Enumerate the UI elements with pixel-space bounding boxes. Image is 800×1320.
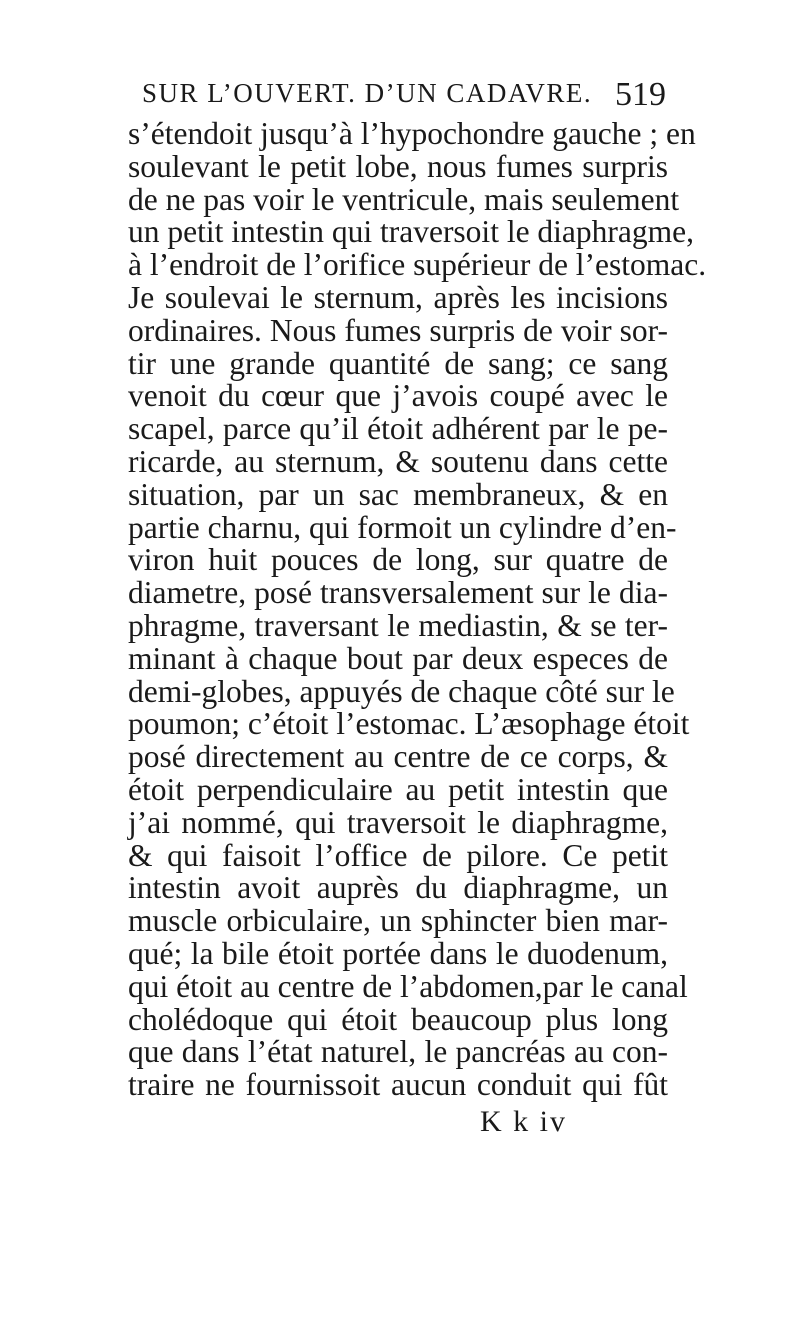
text-line: Je soulevai le sternum, après les incisions	[128, 279, 668, 315]
page-number: 519	[615, 76, 666, 113]
text-line: minant à chaque bout par deux especes de	[128, 640, 668, 676]
text-line: scapel, parce qu’il étoit adhérent par le pe-	[128, 411, 668, 447]
signature-mark: K k iv	[480, 1105, 567, 1138]
text-line: posé directement au centre de ce corps, &	[128, 739, 668, 775]
body-text	[128, 116, 707, 1103]
text-line: j’ai nommé, qui traversoit le diaphragme,	[128, 804, 668, 840]
text-line: muscle orbiculaire, un sphincter bien mar-	[128, 903, 668, 939]
text-line: qui étoit au centre de l’abdomen,par le canal	[128, 968, 688, 1004]
running-head-title: SUR L’OUVERT. D’UN CADAVRE.	[142, 78, 593, 108]
text-line: demi-globes, appuyés de chaque côté sur le	[128, 673, 675, 709]
text-line: viron huit pouces de long, sur quatre de	[128, 542, 668, 578]
text-line: à l’endroit de l’orifice supérieur de l’estomac.	[128, 247, 707, 283]
text-line: s’étendoit jusqu’à l’hypochondre gauche ; en	[128, 116, 696, 151]
text-line: que dans l’état naturel, le pancréas au con-	[128, 1034, 668, 1070]
text-line: phragme, traversant le mediastin, & se ter-	[128, 607, 668, 643]
text-line: un petit intestin qui traversoit le diaphragme,	[128, 214, 694, 250]
text-line: situation, par un sac membraneux, & en	[128, 476, 668, 512]
text-line: ordinaires. Nous fumes surpris de voir sor-	[128, 312, 668, 348]
text-line: ricarde, au sternum, & soutenu dans cette	[128, 443, 668, 479]
text-line: partie charnu, qui formoit un cylindre d’en-	[128, 509, 677, 545]
text-line: & qui faisoit l’office de pilore. Ce petit	[128, 837, 668, 873]
text-line: poumon; c’étoit l’estomac. L’æsophage étoit	[128, 706, 690, 742]
text-line: de ne pas voir le ventricule, mais seulement	[128, 181, 680, 217]
text-line: étoit perpendiculaire au petit intestin que	[128, 771, 668, 807]
text-line: cholédoque qui étoit beaucoup plus long	[128, 1001, 668, 1037]
text-line: soulevant le petit lobe, nous fumes surpris	[128, 148, 668, 184]
text-line: qué; la bile étoit portée dans le duodenum,	[128, 935, 668, 971]
text-line: intestin avoit auprès du diaphragme, un	[128, 870, 668, 906]
text-line: traire ne fournissoit aucun conduit qui fût	[128, 1067, 668, 1103]
text-line: diametre, posé transversalement sur le dia-	[128, 575, 668, 611]
text-line: tir une grande quantité de sang; ce sang	[128, 345, 668, 381]
text-line: venoit du cœur que j’avois coupé avec le	[128, 378, 668, 414]
